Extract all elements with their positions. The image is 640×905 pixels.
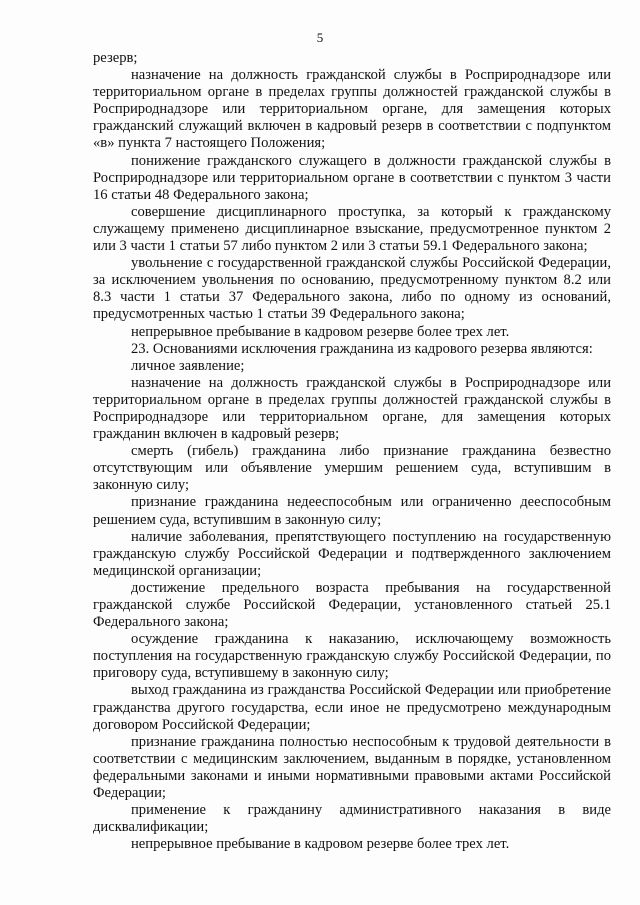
paragraph: увольнение с государственной гражданской службы Российской Федерации, за исключением увольнения по основанию, предусмотренному пунктом 8.2 или 8.3 части 1 статьи 37 Федерального закона, либо по одному из оснований, предусмотренных частью 1 статьи 39 Федерального закона; <box>93 255 611 323</box>
paragraph: применение к гражданину административного наказания в виде дисквалификации; <box>93 802 611 836</box>
paragraph-continuation: резерв; <box>93 50 138 66</box>
paragraph: признание гражданина полностью неспособным к трудовой деятельности в соответствии с медицинским заключением, выданным в порядке, установленном федеральными законами и иными нормативными правовыми актами Российской Федерации; <box>93 733 611 802</box>
document-body <box>93 50 611 853</box>
paragraph: назначение на должность гражданской службы в Росприроднадзоре или территориальном органе в пределах группы должностей гражданской службы в Росприроднадзоре или территориальном органе, для замещения которых гражданин включен в кадровый резерв; <box>93 374 611 443</box>
paragraph: совершение дисциплинарного проступка, за который к гражданскому служащему применено дисциплинарное взыскание, предусмотренное пунктом 2 или 3 части 1 статьи 57 либо пунктом 2 или 3 статьи 59.1 Федерального закона; <box>93 203 611 255</box>
paragraph: признание гражданина недееспособным или ограниченно дееспособным решением суда, вступившим в законную силу; <box>93 494 611 528</box>
paragraph: личное заявление; <box>131 357 245 374</box>
paragraph: непрерывное пребывание в кадровом резерве более трех лет. <box>131 323 510 340</box>
paragraph: непрерывное пребывание в кадровом резерве более трех лет. <box>131 836 510 853</box>
paragraph: осуждение гражданина к наказанию, исключающему возможность поступления на государственную гражданскую службу Российской Федерации, по приговору суда, вступившему в законную силу; <box>93 631 611 682</box>
page-number: 5 <box>316 30 324 45</box>
paragraph: наличие заболевания, препятствующего поступлению на государственную гражданскую службу Российской Федерации и подтвержденного заключением медицинской организации; <box>93 528 611 579</box>
section-heading-23: 23. Основаниями исключения гражданина из кадрового резерва являются: <box>131 340 593 357</box>
paragraph: назначение на должность гражданской службы в Росприроднадзоре или территориальном органе в пределах группы должностей гражданской службы в Росприроднадзоре или территориальном органе, для замещения которых гражданский служащий включен в кадровый резерв в соответствии с подпунктом «в» пункта 7 настоящего Положения; <box>93 67 611 152</box>
paragraph: смерть (гибель) гражданина либо признание гражданина безвестно отсутствующим или объявление умершим решением суда, вступившим в законную силу; <box>93 443 611 494</box>
paragraph: выход гражданина из гражданства Российской Федерации или приобретение гражданства другого государства, если иное не предусмотрено международным договором Российской Федерации; <box>93 682 611 733</box>
paragraph: понижение гражданского служащего в должности гражданской службы в Росприроднадзоре или территориальном органе в соответствии с пунктом 3 части 16 статьи 48 Федерального закона; <box>93 152 611 203</box>
paragraph: достижение предельного возраста пребывания на государственной гражданской службе Российской Федерации, установленного статьей 25.1 Федерального закона; <box>93 579 611 631</box>
